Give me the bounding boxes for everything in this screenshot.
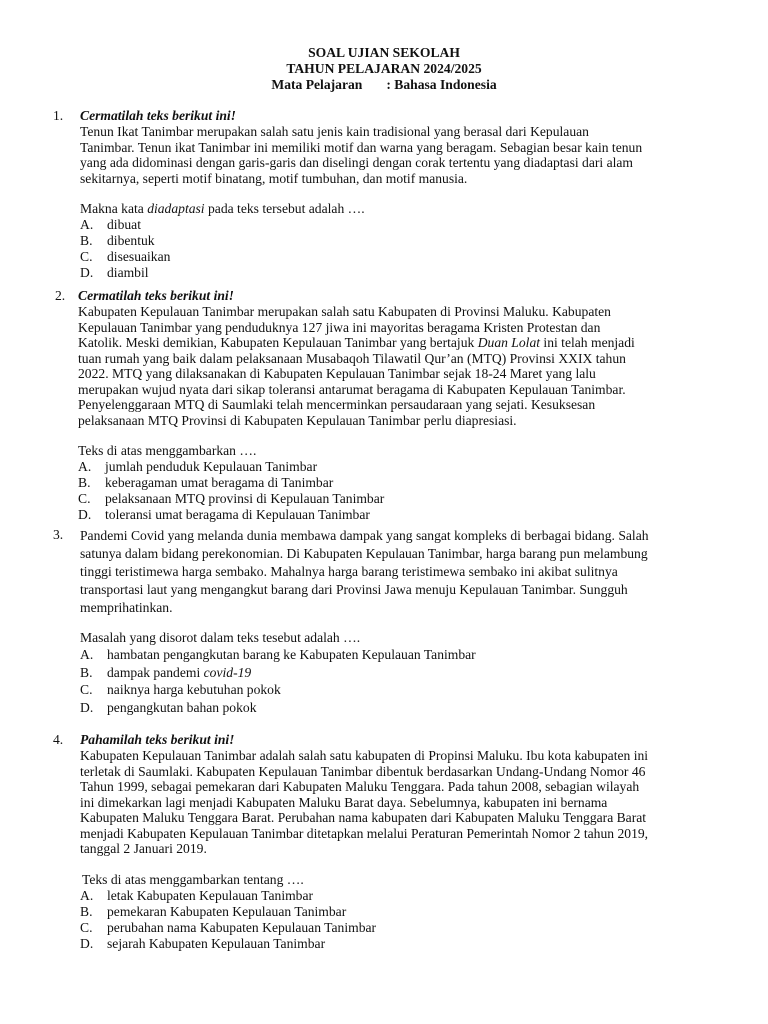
option-letter: D.: [80, 265, 94, 280]
passage-line: Kabupaten Kepulauan Tanimbar merupakan salah satu Kabupaten di Provinsi Maluku. Kabupaten: [78, 304, 611, 319]
option-text: jumlah penduduk Kepulauan Tanimbar: [105, 459, 318, 474]
option-a[interactable]: [80, 646, 730, 664]
option-letter: B.: [80, 664, 93, 680]
question-instruction: Pahamilah teks berikut ini!: [80, 732, 235, 747]
option-d[interactable]: [80, 265, 720, 281]
option-letter: C.: [80, 682, 93, 697]
question-number: 2.: [55, 288, 66, 303]
prompt-text: pada teks tersebut adalah ….: [204, 201, 365, 216]
question-prompt: Teks di atas menggambarkan ….: [78, 443, 257, 458]
passage-line: tanggal 2 Januari 2019.: [80, 841, 207, 856]
option-b[interactable]: [78, 475, 718, 491]
passage-line: tinggi teristimewa harga sembako. Mahalnya harga barang teristimewa sembako ini akibat sulitnya: [80, 564, 618, 579]
answer-options: [80, 217, 720, 281]
question-passage: [80, 527, 730, 617]
passage-line: memprihatinkan.: [80, 600, 173, 615]
option-letter: B.: [80, 233, 93, 248]
option-letter: B.: [78, 475, 91, 490]
option-letter: B.: [80, 903, 93, 919]
option-text: naiknya harga kebutuhan pokok: [107, 682, 281, 697]
option-text: hambatan pengangkutan barang ke Kabupaten Kepulauan Tanimbar: [107, 647, 476, 662]
option-text: perubahan nama Kabupaten Kepulauan Tanimbar: [107, 919, 377, 935]
option-text: pengangkutan bahan pokok: [107, 699, 257, 715]
passage-line: satunya dalam bidang perekonomian. Di Kabupaten Kepulauan Tanimbar, harga barang pun melambung: [80, 546, 648, 561]
question-instruction: Cermatilah teks berikut ini!: [80, 108, 236, 123]
answer-options: [80, 888, 730, 952]
option-text: dampak pandemi: [107, 664, 204, 680]
option-d[interactable]: [80, 699, 730, 717]
option-b[interactable]: [80, 664, 730, 682]
prompt-text: Makna kata: [80, 201, 148, 216]
passage-line: Tanimbar. Tenun ikat Tanimbar ini memiliki motif dan warna yang beragam. Sebagian besar kain tenun: [80, 139, 643, 155]
option-letter: C.: [80, 249, 93, 264]
passage-line: Pandemi Covid yang melanda dunia membawa dampak yang sangat kompleks di berbagai bidang. Salah: [80, 528, 649, 543]
passage-line: tuan rumah yang baik dalam pelaksanaan Musabaqoh Tilawatil Qur’an (MTQ) Provinsi XXIX tahun: [78, 350, 626, 366]
passage-text: ini telah menjadi: [540, 335, 635, 350]
option-letter: C.: [78, 491, 91, 506]
option-a[interactable]: [80, 217, 720, 233]
option-italic-term: covid-19: [203, 664, 252, 680]
academic-year: TAHUN PELAJARAN 2024/2025: [286, 61, 482, 76]
option-text: sejarah Kabupaten Kepulauan Tanimbar: [107, 935, 326, 951]
passage-line: Penyelenggaraan MTQ di Saumlaki telah mencerminkan persaudaraan yang sejati. Kesuksesan: [78, 397, 596, 412]
passage-line: 2022. MTQ yang dilaksanakan di Kabupaten Kepulauan Tanimbar sejak 18-24 Maret yang lalu: [78, 366, 596, 381]
passage-line: Tenun Ikat Tanimbar merupakan salah satu jenis kain tradisional yang berasal dari Kepulauan: [80, 124, 589, 139]
answer-options: [80, 646, 730, 716]
option-letter: D.: [80, 935, 94, 951]
passage-line: merupakan wujud nyata dari sikap toleransi antarumat beragama di Kabupaten Kepulauan Tanimbar.: [78, 381, 626, 397]
option-c[interactable]: [80, 681, 730, 699]
question-number: 1.: [53, 108, 64, 123]
option-text: dibuat: [107, 217, 141, 232]
subject-label: Mata Pelajaran: [271, 77, 363, 92]
answer-options: [78, 459, 718, 523]
question-prompt: [80, 201, 720, 217]
option-letter: A.: [78, 459, 92, 474]
option-letter: A.: [80, 647, 94, 662]
passage-line: transportasi laut yang mengangkut barang dari Provinsi Jawa menuju Kepulauan Tanimbar. Sungguh: [80, 582, 628, 597]
option-letter: A.: [80, 887, 94, 903]
passage-italic-term: Duan Lolat: [477, 335, 541, 350]
option-text: keberagaman umat beragama di Tanimbar: [105, 475, 334, 490]
option-letter: D.: [80, 699, 94, 715]
passage-line: Kepulauan Tanimbar yang penduduknya 127 jiwa ini mayoritas beragama Kristen Protestan dan: [78, 319, 601, 335]
exam-title: SOAL UJIAN SEKOLAH: [308, 45, 460, 60]
passage-line: pelaksanaan MTQ Provinsi di Kabupaten Kepulauan Tanimbar perlu diapresiasi.: [78, 412, 517, 428]
option-letter: A.: [80, 217, 94, 232]
passage-line: [78, 335, 718, 351]
option-c[interactable]: [78, 491, 718, 507]
question-passage: [80, 124, 720, 186]
option-text: dibentuk: [107, 233, 155, 248]
option-text: diambil: [107, 265, 149, 280]
question-passage: [78, 304, 718, 428]
passage-line: Kabupaten Kepulauan Tanimbar adalah salah satu kabupaten di Propinsi Maluku. Ibu kota kabupaten ini: [80, 748, 649, 763]
option-c[interactable]: [80, 249, 720, 265]
prompt-italic-word: diadaptasi: [147, 201, 205, 216]
passage-line: terletak di Saumlaki. Kabupaten Kepulauan Tanimbar dibentuk berdasarkan Undang-Undang Nomor 46: [80, 763, 646, 779]
question-instruction: Cermatilah teks berikut ini!: [78, 288, 234, 303]
option-b[interactable]: [80, 233, 720, 249]
option-letter: C.: [80, 919, 93, 935]
option-text: pelaksanaan MTQ provinsi di Kepulauan Tanimbar: [105, 491, 385, 506]
passage-line: ini dimekarkan lagi menjadi Kabupaten Maluku Barat daya. Sebelumnya, kabupaten ini bernama: [80, 794, 608, 810]
option-text: pemekaran Kabupaten Kepulauan Tanimbar: [107, 903, 347, 919]
passage-text: Katolik. Meski demikian, Kabupaten Kepulauan Tanimbar yang bertajuk: [78, 335, 478, 350]
passage-line: yang ada didominasi dengan garis-garis dan diselingi dengan corak tertentu yang diadaptasi dari alam: [80, 155, 634, 170]
question-passage: [80, 748, 730, 857]
passage-line: Tahun 1999, sebagai pemekaran dari Kabupaten Maluku Tenggara. Pada tahun 2008, sebagian wilayah: [80, 779, 640, 794]
option-text: letak Kabupaten Kepulauan Tanimbar: [107, 887, 314, 903]
option-a[interactable]: [80, 888, 730, 904]
option-a[interactable]: [78, 459, 718, 475]
option-d[interactable]: [78, 507, 718, 523]
question-number: 4.: [53, 732, 64, 747]
exam-header: [0, 45, 768, 93]
subject-row: [271, 77, 496, 93]
option-d[interactable]: [80, 936, 730, 952]
passage-line: Kabupaten Maluku Tenggara Barat. Perubahan nama kabupaten dari Kabupaten Maluku Tenggara Barat: [80, 810, 647, 825]
option-b[interactable]: [80, 904, 730, 920]
question-prompt: Teks di atas menggambarkan tentang ….: [82, 871, 304, 887]
question-number: 3.: [53, 527, 64, 542]
option-text: toleransi umat beragama di Kepulauan Tanimbar: [105, 507, 370, 522]
subject-value: : Bahasa Indonesia: [386, 77, 497, 92]
option-letter: D.: [78, 507, 92, 522]
passage-line: menjadi Kabupaten Kepulauan Tanimbar ditetapkan melalui Peraturan Pemerintah Nomor 2 tahun 2019,: [80, 825, 649, 841]
option-text: disesuaikan: [107, 249, 171, 264]
question-prompt: Masalah yang disorot dalam teks tesebut adalah ….: [80, 630, 361, 645]
option-c[interactable]: [80, 920, 730, 936]
passage-line: sekitarnya, seperti motif binatang, motif tumbuhan, dan motif manusia.: [80, 170, 468, 186]
